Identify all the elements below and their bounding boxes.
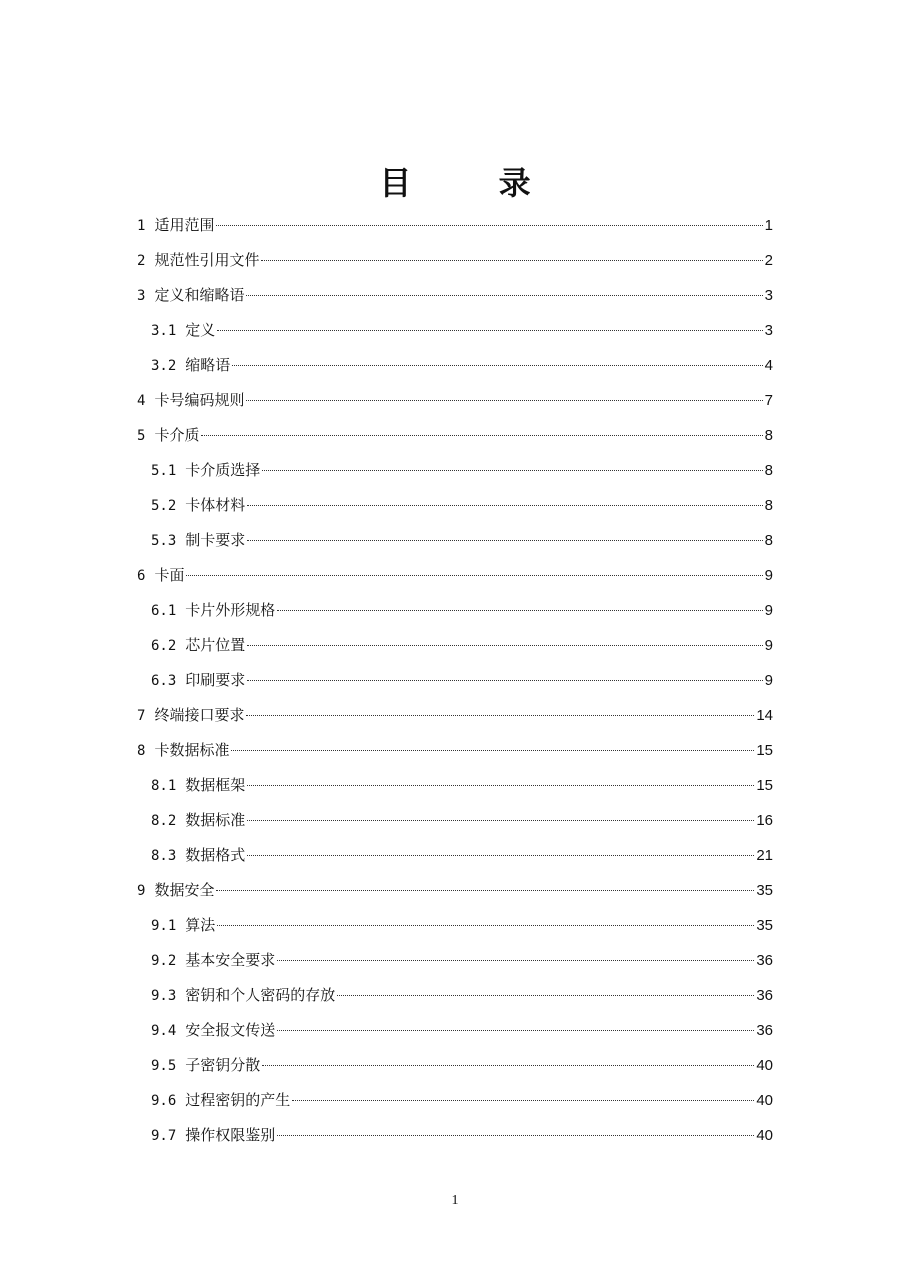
toc-entry-number: 9.7 (151, 1128, 177, 1144)
toc-dot-leader (246, 400, 762, 401)
toc-dot-leader (277, 610, 762, 611)
toc-entry-title: 数据标准 (185, 811, 246, 829)
toc-entry-page: 36 (756, 1022, 773, 1039)
toc-entry-page: 21 (756, 847, 773, 864)
toc-dot-leader (292, 1100, 754, 1101)
toc-entry-title: 基本安全要求 (185, 951, 276, 969)
toc-dot-leader (247, 680, 762, 681)
toc-entry-number: 9 (137, 883, 146, 899)
toc-entry-number: 6.2 (151, 638, 177, 654)
toc-entry-page: 7 (764, 392, 773, 409)
toc-entry-title: 过程密钥的产生 (185, 1091, 291, 1109)
toc-entry-number: 3 (137, 288, 146, 304)
toc-entry-page: 8 (764, 462, 773, 479)
toc-dot-leader (231, 750, 754, 751)
toc-dot-leader (246, 295, 762, 296)
toc-entry-title: 印刷要求 (185, 671, 246, 689)
toc-entry-number: 1 (137, 218, 146, 234)
toc-entry-number: 3.2 (151, 358, 177, 374)
toc-entry-title: 数据格式 (185, 846, 246, 864)
toc-dot-leader (247, 645, 762, 646)
toc-entry-page: 35 (756, 917, 773, 934)
toc-entry-title: 卡面 (154, 566, 185, 584)
toc-entry-page: 4 (764, 357, 773, 374)
toc-entry[interactable] (137, 943, 773, 978)
toc-entry[interactable] (137, 628, 773, 663)
toc-dot-leader (247, 505, 762, 506)
toc-entry[interactable] (137, 1013, 773, 1048)
toc-entry-title: 规范性引用文件 (154, 251, 260, 269)
toc-entry-title: 制卡要求 (185, 531, 246, 549)
toc-entry[interactable] (137, 278, 773, 313)
toc-entry[interactable] (137, 208, 773, 243)
toc-dot-leader (186, 575, 762, 576)
toc-dot-leader (232, 365, 762, 366)
toc-dot-leader (247, 855, 754, 856)
toc-entry[interactable] (137, 873, 773, 908)
toc-entry-page: 40 (756, 1127, 773, 1144)
toc-dot-leader (277, 1135, 754, 1136)
toc-entry-number: 8 (137, 743, 146, 759)
toc-entry-number: 8.2 (151, 813, 177, 829)
toc-dot-leader (217, 330, 762, 331)
toc-entry-page: 35 (756, 882, 773, 899)
toc-dot-leader (337, 995, 754, 996)
toc-entry[interactable] (137, 243, 773, 278)
toc-dot-leader (247, 820, 754, 821)
toc-dot-leader (247, 540, 762, 541)
toc-entry-number: 5 (137, 428, 146, 444)
toc-entry-page: 9 (764, 567, 773, 584)
toc-entry-number: 6 (137, 568, 146, 584)
toc-entry-number: 6.1 (151, 603, 177, 619)
toc-entry-page: 2 (764, 252, 773, 269)
toc-entry-title: 卡介质选择 (185, 461, 261, 479)
toc-entry[interactable] (137, 803, 773, 838)
toc-dot-leader (201, 435, 762, 436)
toc-entry-number: 2 (137, 253, 146, 269)
toc-entry-title: 定义和缩略语 (154, 286, 245, 304)
toc-dot-leader (216, 225, 762, 226)
table-of-contents (137, 208, 773, 1153)
toc-entry-page: 36 (756, 987, 773, 1004)
toc-entry-title: 缩略语 (185, 356, 231, 374)
toc-entry[interactable] (137, 488, 773, 523)
toc-entry-page: 9 (764, 637, 773, 654)
toc-entry[interactable] (137, 1083, 773, 1118)
toc-entry-number: 5.1 (151, 463, 177, 479)
toc-entry-title: 卡号编码规则 (154, 391, 245, 409)
toc-entry[interactable] (137, 348, 773, 383)
toc-entry-page: 14 (756, 707, 773, 724)
toc-entry-title: 适用范围 (154, 216, 215, 234)
toc-dot-leader (262, 1065, 754, 1066)
toc-entry[interactable] (137, 698, 773, 733)
toc-entry-title: 数据安全 (154, 881, 215, 899)
toc-entry-number: 8.1 (151, 778, 177, 794)
toc-entry-page: 9 (764, 602, 773, 619)
toc-entry[interactable] (137, 838, 773, 873)
toc-entry-number: 6.3 (151, 673, 177, 689)
toc-entry-title: 安全报文传送 (185, 1021, 276, 1039)
toc-entry[interactable] (137, 313, 773, 348)
toc-entry-number: 3.1 (151, 323, 177, 339)
toc-entry[interactable] (137, 663, 773, 698)
toc-dot-leader (217, 925, 754, 926)
toc-entry[interactable] (137, 593, 773, 628)
toc-entry-page: 40 (756, 1057, 773, 1074)
toc-dot-leader (277, 1030, 754, 1031)
toc-dot-leader (277, 960, 754, 961)
toc-dot-leader (261, 260, 762, 261)
toc-entry-title: 终端接口要求 (154, 706, 245, 724)
toc-entry-page: 40 (756, 1092, 773, 1109)
toc-entry-number: 5.3 (151, 533, 177, 549)
toc-entry-page: 8 (764, 532, 773, 549)
toc-entry-title: 子密钥分散 (185, 1056, 261, 1074)
toc-dot-leader (247, 785, 754, 786)
toc-entry-title: 密钥和个人密码的存放 (185, 986, 336, 1004)
toc-entry-title: 卡介质 (154, 426, 200, 444)
toc-entry[interactable] (137, 733, 773, 768)
toc-entry-number: 9.5 (151, 1058, 177, 1074)
toc-entry-title: 卡体材料 (185, 496, 246, 514)
toc-entry-page: 36 (756, 952, 773, 969)
toc-entry-number: 8.3 (151, 848, 177, 864)
toc-entry[interactable] (137, 453, 773, 488)
toc-entry[interactable] (137, 558, 773, 593)
toc-entry-number: 7 (137, 708, 146, 724)
toc-dot-leader (216, 890, 754, 891)
toc-entry-title: 操作权限鉴别 (185, 1126, 276, 1144)
toc-entry-number: 9.2 (151, 953, 177, 969)
toc-entry-number: 9.4 (151, 1023, 177, 1039)
toc-entry-title: 卡片外形规格 (185, 601, 276, 619)
toc-entry[interactable] (137, 768, 773, 803)
toc-dot-leader (262, 470, 762, 471)
toc-entry[interactable] (137, 1118, 773, 1153)
toc-entry-page: 15 (756, 777, 773, 794)
toc-entry-page: 16 (756, 812, 773, 829)
page-title: 目 录 (379, 164, 569, 202)
toc-entry-title: 芯片位置 (185, 636, 246, 654)
toc-entry[interactable] (137, 383, 773, 418)
toc-entry-page: 1 (764, 217, 773, 234)
toc-dot-leader (246, 715, 754, 716)
toc-entry-page: 8 (764, 497, 773, 514)
toc-entry[interactable] (137, 523, 773, 558)
toc-entry-title: 数据框架 (185, 776, 246, 794)
toc-entry-title: 算法 (185, 916, 216, 934)
toc-entry-page: 8 (764, 427, 773, 444)
toc-entry[interactable] (137, 978, 773, 1013)
toc-entry-number: 9.3 (151, 988, 177, 1004)
toc-entry-page: 9 (764, 672, 773, 689)
toc-entry-page: 3 (764, 287, 773, 304)
toc-entry[interactable] (137, 418, 773, 453)
toc-entry-page: 15 (756, 742, 773, 759)
toc-entry[interactable] (137, 1048, 773, 1083)
toc-entry-number: 4 (137, 393, 146, 409)
page-number: 1 (451, 1193, 459, 1208)
toc-entry-number: 9.1 (151, 918, 177, 934)
toc-entry-number: 9.6 (151, 1093, 177, 1109)
toc-entry-number: 5.2 (151, 498, 177, 514)
toc-entry-page: 3 (764, 322, 773, 339)
toc-entry-title: 卡数据标准 (154, 741, 230, 759)
toc-entry[interactable] (137, 908, 773, 943)
toc-entry-title: 定义 (185, 321, 216, 339)
